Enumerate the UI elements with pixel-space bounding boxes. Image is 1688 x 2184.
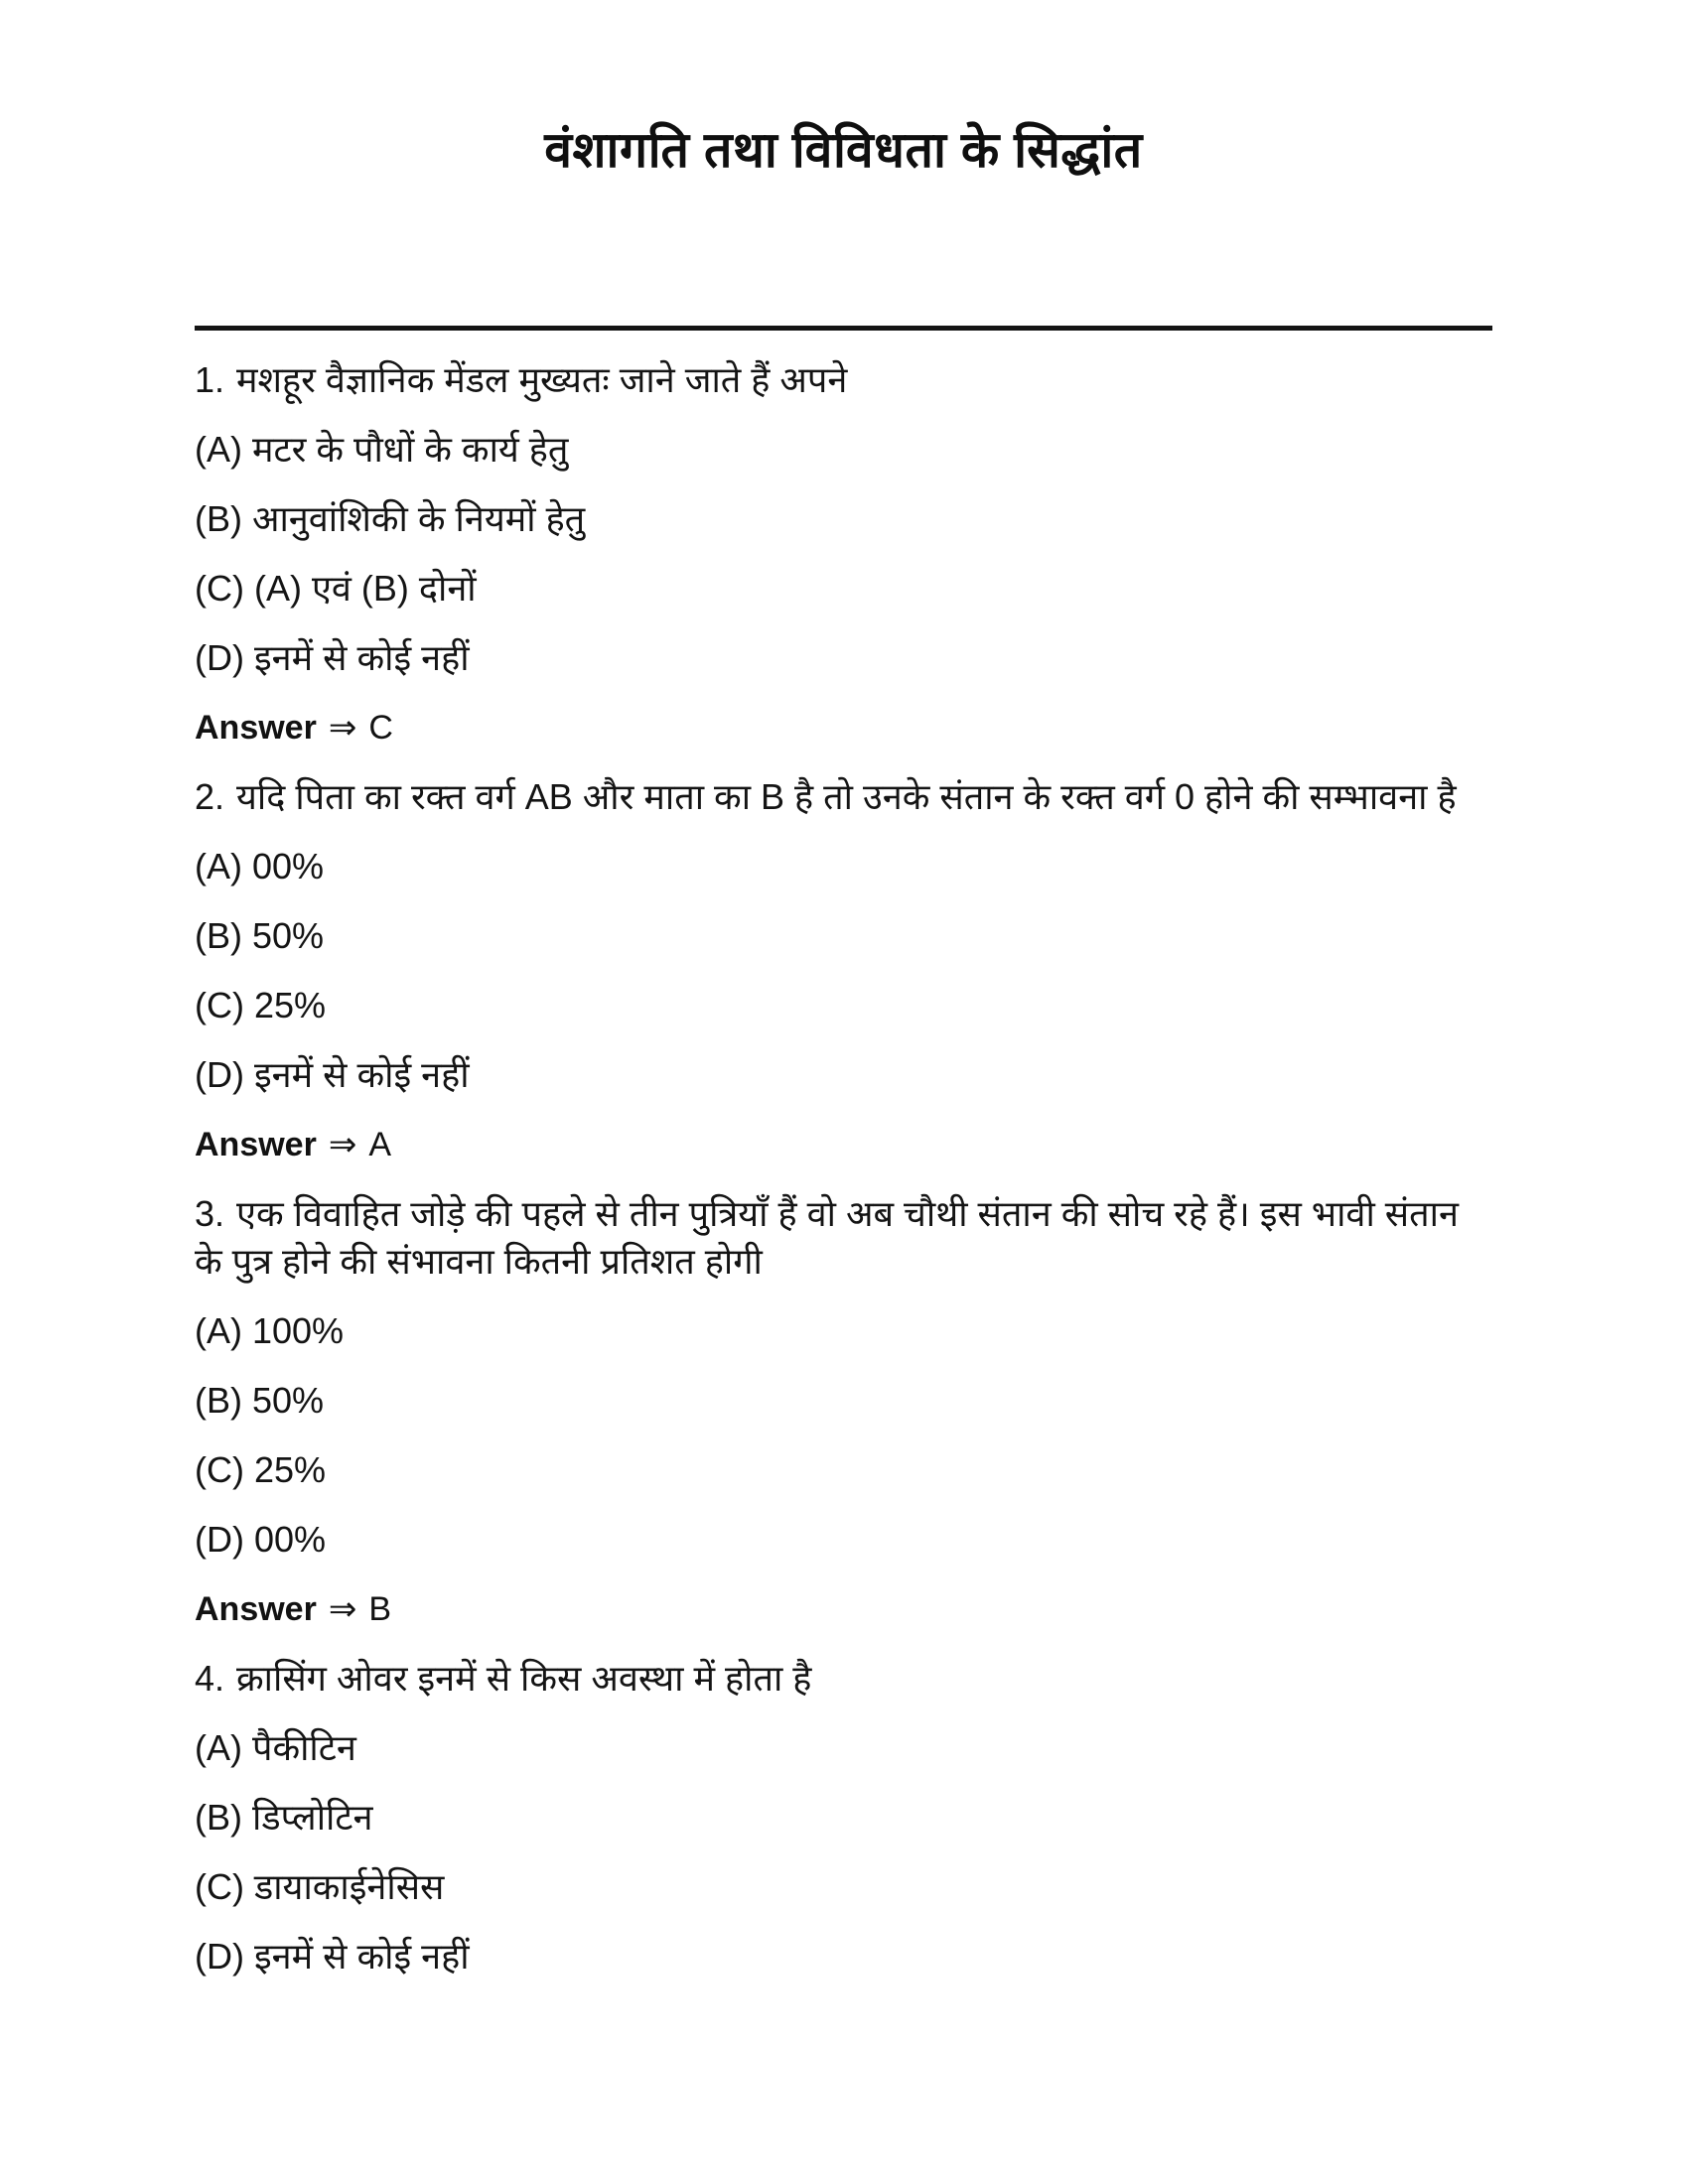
- question-block-1: [195, 356, 1492, 751]
- option-line: (A) पैकीटिन: [195, 1727, 356, 1768]
- question-block-3: [195, 1190, 1492, 1633]
- answer-line: [195, 1121, 1492, 1168]
- question-body: एक विवाहित जोड़े की पहले से तीन पुत्रियाँ हैं वो अब चौथी संतान की सोच रहे हैं। इस भावी संतान के पुत्र होने की संभावना कितनी प्रतिशत होगी: [195, 1193, 1459, 1282]
- question-body: यदि पिता का रक्त वर्ग AB और माता का B है तो उनके संतान के रक्त वर्ग 0 होने की सम्भावना है: [236, 776, 1457, 817]
- option-line: (D) इनमें से कोई नहीं: [195, 1936, 470, 1977]
- answer-value: C: [368, 709, 393, 747]
- option-line: (D) इनमें से कोई नहीं: [195, 637, 470, 678]
- question-text: [195, 1655, 1492, 1703]
- answer-value: A: [368, 1126, 392, 1163]
- question-number: 4.: [195, 1658, 225, 1699]
- option-line: (D) इनमें से कोई नहीं: [195, 1054, 470, 1095]
- question-number: 3.: [195, 1193, 225, 1234]
- option-line: (B) आनुवांशिकी के नियमों हेतु: [195, 498, 586, 539]
- answer-label: Answer: [195, 709, 317, 747]
- option-line: (B) 50%: [195, 1380, 325, 1421]
- question-body: मशहूर वैज्ञानिक मेंडल मुख्यतः जाने जाते हैं अपने: [236, 359, 848, 400]
- question-number: 2.: [195, 776, 225, 817]
- question-body: क्रासिंग ओवर इनमें से किस अवस्था में होता है: [236, 1658, 812, 1699]
- option-line: (D) 00%: [195, 1519, 327, 1560]
- answer-arrow-icon: ⇒: [328, 709, 357, 747]
- option-line: (A) मटर के पौधों के कार्य हेतु: [195, 429, 569, 470]
- question-block-4: [195, 1655, 1492, 1980]
- option-line: (C) 25%: [195, 985, 327, 1025]
- answer-label: Answer: [195, 1126, 317, 1163]
- option-line: (B) डिप्लोटिन: [195, 1797, 373, 1838]
- question-text: [195, 773, 1492, 821]
- question-list: [195, 356, 1492, 1980]
- option-line: (B) 50%: [195, 915, 325, 956]
- answer-arrow-icon: ⇒: [328, 1126, 357, 1163]
- option-line: (C) डायाकाईनेसिस: [195, 1866, 445, 1907]
- title-divider: [195, 326, 1492, 331]
- question-number: 1.: [195, 359, 225, 400]
- option-line: (C) 25%: [195, 1449, 327, 1490]
- question-text: [195, 1190, 1492, 1286]
- option-line: (C) (A) एवं (B) दोनों: [195, 568, 477, 609]
- question-text: [195, 356, 1492, 404]
- answer-line: [195, 1585, 1492, 1633]
- question-block-2: [195, 773, 1492, 1168]
- answer-label: Answer: [195, 1590, 317, 1628]
- answer-line: [195, 704, 1492, 751]
- option-line: (A) 00%: [195, 846, 325, 887]
- page-title: वंशागति तथा विविधता के सिद्धांत: [544, 122, 1143, 178]
- answer-arrow-icon: ⇒: [328, 1590, 357, 1628]
- answer-value: B: [368, 1590, 392, 1628]
- option-line: (A) 100%: [195, 1310, 345, 1351]
